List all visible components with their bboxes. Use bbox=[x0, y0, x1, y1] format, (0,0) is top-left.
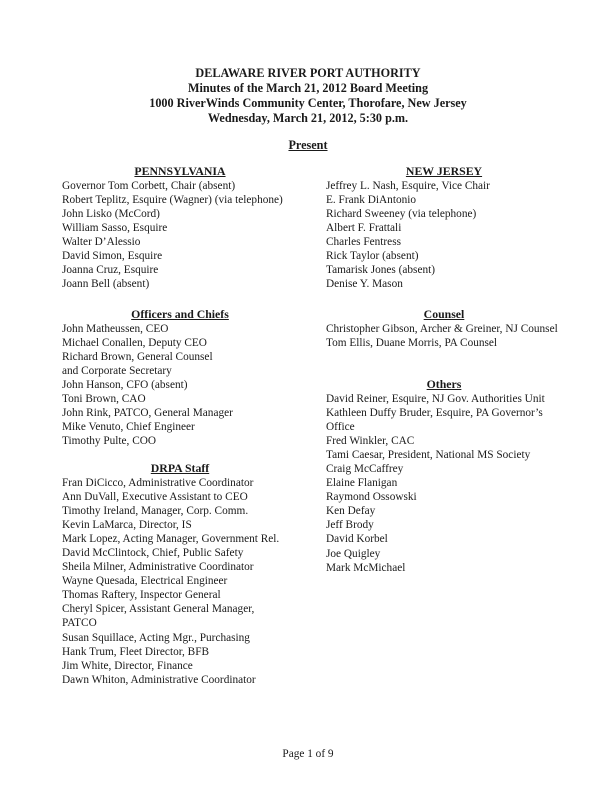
list-item: Richard Brown, General Counsel bbox=[62, 350, 213, 363]
list-item: Ken Defay bbox=[326, 505, 376, 518]
meeting-location: 1000 RiverWinds Community Center, Thorofare, New Jersey bbox=[149, 96, 467, 110]
list-item: Timothy Ireland, Manager, Corp. Comm. bbox=[62, 504, 249, 517]
list-item: Ann DuVall, Executive Assistant to CEO bbox=[62, 490, 248, 503]
list-item: Wayne Quesada, Electrical Engineer bbox=[62, 575, 228, 588]
list-item: Governor Tom Corbett, Chair (absent) bbox=[62, 179, 236, 192]
meeting-title: Minutes of the March 21, 2012 Board Meeting bbox=[187, 81, 429, 95]
list-item: Richard Sweeney (via telephone) bbox=[326, 207, 477, 220]
organization-name: DELAWARE RIVER PORT AUTHORITY bbox=[195, 66, 421, 80]
list-item: Dawn Whiton, Administrative Coordinator bbox=[62, 673, 256, 686]
list-item: David Reiner, Esquire, NJ Gov. Authorities Unit bbox=[326, 392, 545, 405]
list-item: Jim White, Director, Finance bbox=[62, 659, 193, 672]
others-section bbox=[326, 377, 562, 575]
pennsylvania-section bbox=[62, 164, 312, 291]
list-item: Hank Trum, Fleet Director, BFB bbox=[62, 645, 210, 658]
list-item: Charles Fentress bbox=[326, 235, 401, 248]
officers-section bbox=[62, 307, 312, 448]
list-item: Jeffrey L. Nash, Esquire, Vice Chair bbox=[326, 179, 490, 192]
list-item: Timothy Pulte, COO bbox=[62, 435, 157, 448]
document-header bbox=[0, 66, 616, 126]
list-item: Denise Y. Mason bbox=[326, 278, 403, 291]
meeting-datetime: Wednesday, March 21, 2012, 5:30 p.m. bbox=[207, 111, 409, 125]
list-item: Mark McMichael bbox=[326, 561, 406, 574]
drpa-staff-section bbox=[62, 461, 312, 687]
list-item: and Corporate Secretary bbox=[62, 364, 172, 377]
list-item: Joanna Cruz, Esquire bbox=[62, 264, 159, 277]
list-item: Mike Venuto, Chief Engineer bbox=[62, 421, 195, 434]
list-item: Raymond Ossowski bbox=[326, 491, 417, 504]
list-item: Jeff Brody bbox=[326, 519, 374, 532]
list-item: Robert Teplitz, Esquire (Wagner) (via telephone) bbox=[62, 193, 283, 206]
list-item: Michael Conallen, Deputy CEO bbox=[62, 336, 207, 349]
list-item: Cheryl Spicer, Assistant General Manager, bbox=[62, 603, 255, 616]
new-jersey-section bbox=[326, 164, 562, 291]
list-item: Fran DiCicco, Administrative Coordinator bbox=[62, 476, 254, 489]
list-item: Tamarisk Jones (absent) bbox=[326, 264, 436, 277]
list-item: Rick Taylor (absent) bbox=[326, 249, 419, 262]
counsel-title: Counsel bbox=[423, 307, 465, 321]
officers-title: Officers and Chiefs bbox=[131, 307, 229, 321]
list-item: John Lisko (McCord) bbox=[62, 207, 160, 220]
counsel-section bbox=[326, 307, 562, 350]
list-item: Fred Winkler, CAC bbox=[326, 434, 415, 447]
list-item: Joann Bell (absent) bbox=[62, 278, 150, 291]
list-item: Susan Squillace, Acting Mgr., Purchasing bbox=[62, 631, 250, 644]
list-item: Albert F. Frattali bbox=[326, 221, 402, 234]
list-item: E. Frank DiAntonio bbox=[326, 193, 417, 206]
list-item: Elaine Flanigan bbox=[326, 477, 398, 490]
new-jersey-title: NEW JERSEY bbox=[405, 164, 483, 178]
list-item: Sheila Milner, Administrative Coordinator bbox=[62, 561, 254, 574]
list-item: John Rink, PATCO, General Manager bbox=[62, 407, 233, 420]
drpa-staff-title: DRPA Staff bbox=[150, 461, 210, 475]
list-item: Christopher Gibson, Archer & Greiner, NJ Counsel bbox=[326, 322, 558, 335]
list-item: Mark Lopez, Acting Manager, Government Rel. bbox=[62, 532, 280, 545]
list-item: Tami Caesar, President, National MS Society bbox=[326, 448, 531, 461]
page-number: Page 1 of 9 bbox=[282, 748, 334, 760]
list-item: PATCO bbox=[62, 617, 97, 630]
list-item: Thomas Raftery, Inspector General bbox=[62, 589, 221, 602]
list-item: John Hanson, CFO (absent) bbox=[62, 378, 188, 391]
list-item: John Matheussen, CEO bbox=[62, 322, 169, 335]
list-item: Kathleen Duffy Bruder, Esquire, PA Governor’s Office bbox=[326, 406, 543, 433]
pennsylvania-title: PENNSYLVANIA bbox=[134, 164, 226, 178]
list-item: David Simon, Esquire bbox=[62, 249, 163, 262]
list-item: Tom Ellis, Duane Morris, PA Counsel bbox=[326, 336, 498, 349]
list-item: Joe Quigley bbox=[326, 547, 381, 560]
list-item: Kevin LaMarca, Director, IS bbox=[62, 518, 192, 531]
list-item: David McClintock, Chief, Public Safety bbox=[62, 546, 244, 559]
list-item: Craig McCaffrey bbox=[326, 462, 404, 475]
list-item: Toni Brown, CAO bbox=[62, 392, 146, 405]
present-heading: Present bbox=[288, 138, 328, 152]
list-item: William Sasso, Esquire bbox=[62, 221, 168, 234]
list-item: David Korbel bbox=[326, 533, 388, 546]
others-title: Others bbox=[426, 377, 462, 391]
list-item: Walter D’Alessio bbox=[62, 235, 141, 248]
